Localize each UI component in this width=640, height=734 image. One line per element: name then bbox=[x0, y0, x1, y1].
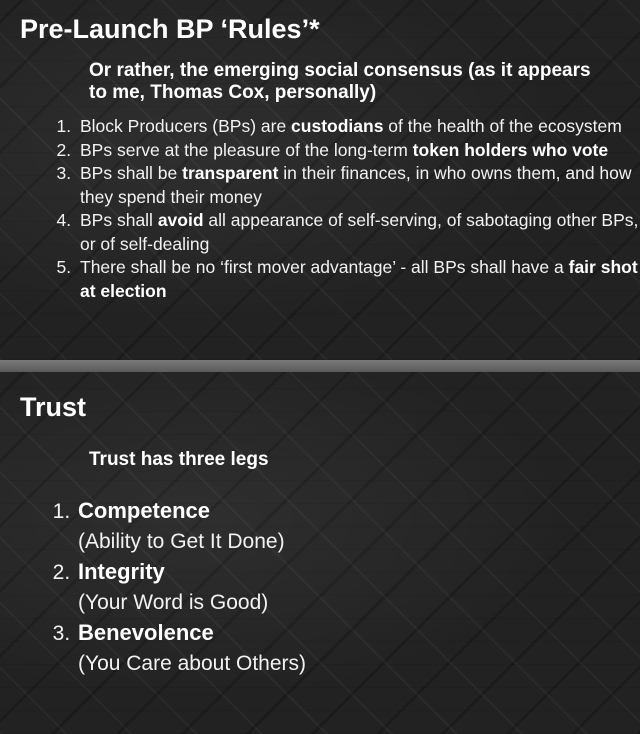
slide-trust bbox=[0, 372, 640, 734]
rule-text: Block Producers (BPs) are bbox=[80, 116, 292, 136]
list-item bbox=[76, 618, 636, 679]
list-item bbox=[76, 209, 640, 256]
leg-description: (Your Word is Good) bbox=[78, 591, 269, 614]
list-item bbox=[76, 496, 636, 557]
rule-text: There shall be no ‘first mover advantage’ - all BPs shall have a bbox=[80, 257, 569, 277]
trust-legs-list bbox=[30, 496, 636, 679]
rule-emphasis: token holders who vote bbox=[412, 139, 609, 160]
leg-description: (You Care about Others) bbox=[78, 652, 307, 675]
slide-divider bbox=[0, 360, 640, 372]
list-item bbox=[76, 256, 640, 303]
leg-name: Integrity bbox=[78, 559, 165, 584]
list-item bbox=[76, 557, 636, 618]
list-item bbox=[76, 115, 640, 139]
leg-name: Competence bbox=[78, 498, 211, 523]
rule-emphasis: avoid bbox=[157, 210, 204, 230]
list-item bbox=[76, 162, 640, 209]
slide-title: Trust bbox=[20, 392, 87, 422]
rule-text: BPs serve at the pleasure of the long-term bbox=[80, 139, 413, 160]
rule-emphasis: transparent bbox=[182, 163, 279, 183]
rules-list bbox=[36, 115, 640, 303]
list-item bbox=[76, 139, 640, 163]
rule-text: BPs shall bbox=[80, 210, 158, 230]
rule-emphasis: fair shot at election bbox=[80, 257, 638, 301]
leg-name: Benevolence bbox=[78, 620, 214, 645]
rule-emphasis: custodians bbox=[291, 116, 384, 136]
slide-pre-launch-rules bbox=[0, 0, 640, 360]
leg-description: (Ability to Get It Done) bbox=[78, 530, 285, 553]
rule-text: all appearance of self-serving, of sabotaging other BPs, or of self-dealing bbox=[80, 210, 639, 254]
rule-text: BPs shall be bbox=[80, 163, 183, 183]
slide-subtitle: Trust has three legs bbox=[89, 449, 269, 470]
slide-title: Pre-Launch BP ‘Rules’* bbox=[20, 14, 320, 44]
rule-text: of the health of the ecosystem bbox=[383, 116, 622, 136]
slide-subtitle: Or rather, the emerging social consensus (as it appears to me, Thomas Cox, personally) bbox=[89, 60, 591, 103]
rule-text: in their finances, in who owns them, and how they spend their money bbox=[80, 163, 632, 207]
